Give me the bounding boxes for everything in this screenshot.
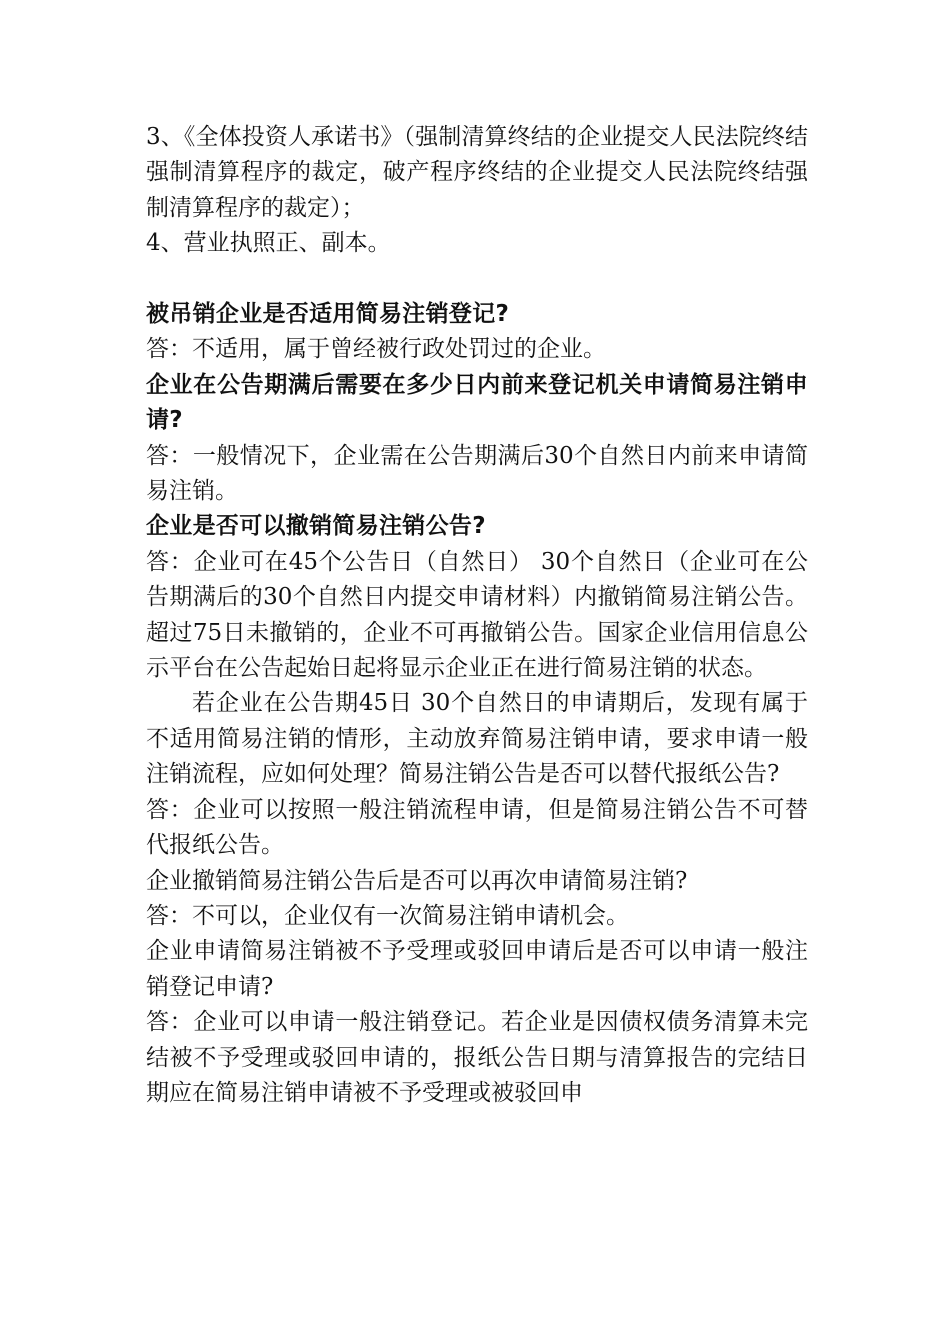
question-abandon-simple-deregistration: 若企业在公告期45日 30个自然日的申请期后，发现有属于不适用简易注销的情形，主动放弃简易注销申请，要求申请一般注销流程，应如何处理？简易注销公告是否可以替代报纸公告? [146,690,808,788]
question-general-deregistration: 企业申请简易注销被不予受理或驳回申请后是否可以申请一般注销登记申请? [146,938,808,1000]
document-body [146,120,808,1111]
question-revoked-enterprise: 被吊销企业是否适用简易注销登记? [146,301,510,328]
question-reapply-after-revoke: 企业撤销简易注销公告后是否可以再次申请简易注销? [146,867,688,894]
answer-revoked-enterprise: 答：不适用，属于曾经被行政处罚过的企业。 [146,336,606,363]
question-application-deadline: 企业在公告期满后需要在多少日内前来登记机关申请简易注销申请? [146,371,808,434]
answer-abandon-simple-deregistration: 答：企业可以按照一般注销流程申请，但是简易注销公告不可替代报纸公告。 [146,796,808,859]
paragraph-item-3: 3、《全体投资人承诺书》（强制清算终结的企业提交人民法院终结强制清算程序的裁定，破产程序终结的企业提交人民法院终结强制清算程序的裁定）； [146,124,808,221]
answer-reapply-after-revoke: 答：不可以，企业仅有一次简易注销申请机会。 [146,902,629,929]
blank-line [146,262,808,297]
question-revoke-announcement: 企业是否可以撤销简易注销公告? [146,513,486,540]
paragraph-item-4: 4、营业执照正、副本。 [146,230,391,257]
answer-general-deregistration: 答：企业可以申请一般注销登记。若企业是因债权债务清算未完结被不予受理或驳回申请的，报纸公告日期与清算报告的完结日期应在简易注销申请被不予受理或被驳回申 [146,1009,808,1106]
answer-application-deadline: 答：一般情况下，企业需在公告期满后30个自然日内前来申请简易注销。 [146,442,808,505]
answer-revoke-announcement: 答：企业可在45个公告日（自然日） 30个自然日（企业可在公告期满后的30个自然日内提交申请材料）内撤销简易注销公告。超过75日未撤销的，企业不可再撤销公告。国家企业信用信息公示平台在公告起始日起将显示企业正在进行简易注销的状态。 [146,548,808,682]
